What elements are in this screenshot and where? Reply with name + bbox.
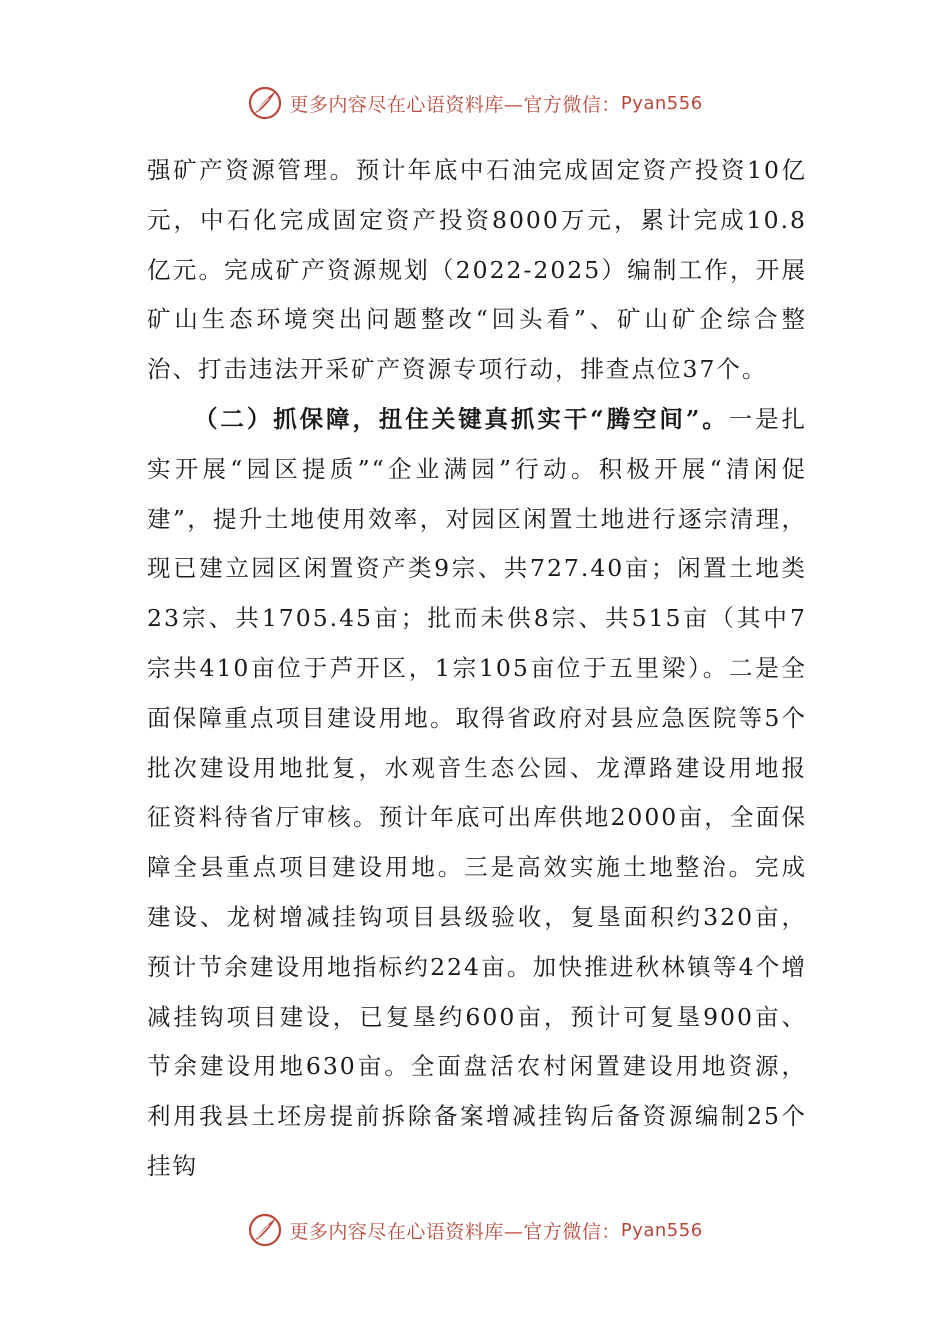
footer-banner — [0, 1210, 950, 1250]
quill-pen-seal-icon — [247, 85, 283, 121]
paragraph-mineral-resources: 强矿产资源管理。预计年底中石油完成固定资产投资10亿元，中石化完成固定资产投资8000万元，累计完成10.8亿元。完成矿产资源规划（2022-2025）编制工作，开展矿山生态环境突出问题整改“回头看”、矿山矿企综合整治、打击违法开采矿产资源专项行动，排查点位37个。 — [147, 156, 807, 384]
quill-pen-seal-icon — [247, 1212, 283, 1248]
banner-text: 更多内容尽在心语资料库—官方微信： — [289, 1220, 621, 1243]
section-body-text: 一是扎实开展“园区提质”“企业满园”行动。积极开展“清闲促建”，提升土地使用效率，对园区闲置土地进行逐宗清理，现已建立园区闲置资产类9宗、共727.40亩；闲置土地类23宗、共1705.45亩；批而未供8宗、共515亩（其中7宗共410亩位于芦开区，1宗105亩位于五里梁）。二是全面保障重点项目建设用地。取得省政府对县应急医院等5个批次建设用地批复，水观音生态公园、龙潭路建设用地报征资料待省厅审核。预计年底可出库供地2000亩，全面保障全县重点项目建设用地。三是高效实施土地整治。完成建设、龙树增减挂钩项目县级验收，复垦面积约320亩，预计节余建设用地指标约224亩。加快推进秋林镇等4个增减挂钩项目建设，已复垦约600亩，预计可复垦900亩、节余建设用地630亩。全面盘活农村闲置建设用地资源，利用我县土坯房提前拆除备案增减挂钩后备资源编制25个挂钩 — [147, 404, 807, 1180]
wechat-id: Pyan556 — [620, 92, 703, 114]
paragraph-land-guarantee — [147, 395, 807, 1192]
document-body — [147, 146, 807, 1192]
wechat-id: Pyan556 — [620, 1219, 703, 1241]
banner-text: 更多内容尽在心语资料库—官方微信： — [289, 93, 621, 116]
section-heading: （二）抓保障，扭住关键真抓实干“腾空间”。 — [194, 404, 729, 433]
header-banner — [0, 83, 950, 123]
